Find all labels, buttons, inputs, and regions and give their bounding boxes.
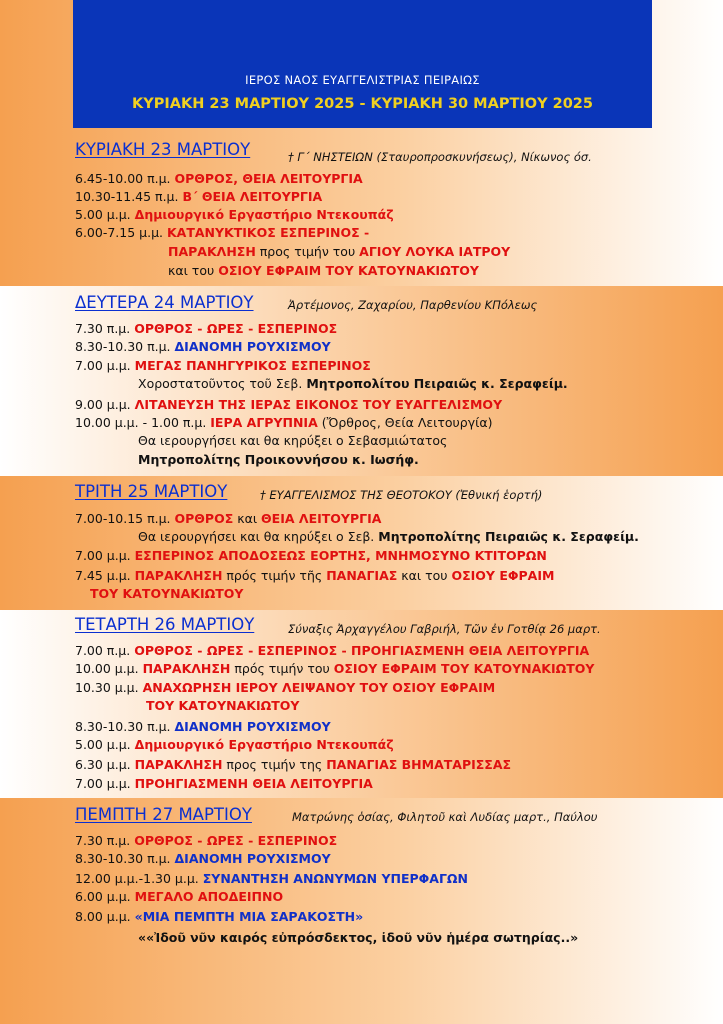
event-highlight: «ΜΙΑ ΠΕΜΠΤΗ ΜΙΑ ΣΑΡΑΚΟΣΤΗ»	[134, 909, 364, 924]
event-highlight: Δημιουργικό Εργαστήριο Ντεκουπάζ	[134, 737, 394, 752]
day-title: ΠΕΜΠΤΗ 27 ΜΑΡΤΙΟΥ	[75, 805, 252, 824]
event-line	[138, 929, 578, 947]
event-line	[75, 414, 492, 432]
event-text: 10.00 μ.μ.	[75, 661, 143, 676]
event-highlight: ΠΑΝΑΓΙΑΣ	[326, 568, 398, 583]
event-highlight: ΠΑΝΑΓΙΑΣ ΒΗΜΑΤΑΡΙΣΣΑΣ	[326, 757, 512, 772]
date-range: ΚΥΡΙΑΚΗ 23 ΜΑΡΤΙΟΥ 2025 - ΚΥΡΙΑΚΗ 30 ΜΑΡΤΙΟΥ 2025	[132, 96, 593, 112]
header-banner	[73, 0, 652, 128]
event-text: προς τιμήν του	[255, 244, 360, 259]
event-text: και του	[397, 568, 452, 583]
event-highlight: ΜΕΓΑΛΟ ΑΠΟΔΕΙΠΝΟ	[134, 889, 284, 904]
event-highlight: ΕΣΠΕΡΙΝΟΣ ΑΠΟΔΟΣΕΩΣ ΕΟΡΤΗΣ, ΜΝΗΜΟΣΥΝΟ ΚΤΙΤΟΡΩΝ	[134, 548, 547, 563]
event-highlight: ΔΙΑΝΟΜΗ ΡΟΥΧΙΣΜΟΥ	[174, 339, 331, 354]
event-highlight: Δημιουργικό Εργαστήριο Ντεκουπάζ	[134, 207, 394, 222]
event-highlight: ΟΣΙΟΥ ΕΦΡΑΙΜ	[451, 568, 555, 583]
event-text: 7.00-10.15 π.μ.	[75, 511, 175, 526]
event-highlight: ΟΣΙΟΥ ΕΦΡΑΙΜ ΤΟΥ ΚΑΤΟΥΝΑΚΙΩΤΟΥ	[333, 661, 595, 676]
event-line	[75, 396, 502, 414]
event-text: Χοροστατοῦντος τοῦ Σεβ.	[138, 376, 307, 391]
event-line	[75, 357, 371, 375]
event-text: και του	[168, 263, 219, 278]
event-text: Θα ιερουργήσει και θα κηρύξει ο Σεβασμιώτατος	[138, 433, 448, 448]
event-text: πρός τιμήν του	[230, 661, 334, 676]
event-text: 8.00 μ.μ.	[75, 909, 135, 924]
event-highlight: ΠΑΡΑΚΛΗΣΗ	[134, 568, 223, 583]
event-text: 7.30 π.μ.	[75, 833, 135, 848]
event-text: 7.00 μ.μ.	[75, 358, 135, 373]
event-line	[168, 243, 510, 261]
event-highlight: ΣΥΝΑΝΤΗΣΗ ΑΝΩΝΥΜΩΝ ΥΠΕΡΦΑΓΩΝ	[202, 871, 469, 886]
event-text: 8.30-10.30 π.μ.	[75, 339, 175, 354]
event-text: 9.00 μ.μ.	[75, 397, 135, 412]
event-line	[75, 850, 331, 868]
event-text: 10.30 μ.μ.	[75, 680, 143, 695]
event-highlight: ΚΑΤΑΝΥΚΤΙΚΟΣ ΕΣΠΕΡΙΝΟΣ -	[166, 225, 370, 240]
event-line	[75, 679, 495, 697]
event-text: (Ὄρθρος, Θεία Λειτουργία)	[317, 415, 493, 430]
event-highlight: ΟΡΘΡΟΣ - ΩΡΕΣ - ΕΣΠΕΡΙΝΟΣ	[134, 321, 338, 336]
event-highlight: ΠΑΡΑΚΛΗΣΗ	[142, 661, 231, 676]
event-line	[75, 320, 337, 338]
event-line	[75, 567, 554, 585]
event-line	[75, 870, 468, 888]
event-text: πρός τιμήν τῆς	[222, 568, 327, 583]
day-saint: † ΕΥΑΓΓΕΛΙΣΜΟΣ ΤΗΣ ΘΕΟΤΟΚΟΥ (Ἐθνική ἑορτή)	[260, 488, 543, 502]
event-text: 8.30-10.30 π.μ.	[75, 719, 175, 734]
event-highlight: ΤΟΥ ΚΑΤΟΥΝΑΚΙΩΤΟΥ	[146, 698, 300, 713]
day-saint: Σύναξις Ἀρχαγγέλου Γαβριήλ, Τῶν ἐν Γοτθίᾳ 26 μαρτ.	[288, 622, 601, 636]
event-line	[146, 697, 299, 715]
event-highlight: ΟΡΘΡΟΣ, ΘΕΙΑ ΛΕΙΤΟΥΡΓΙΑ	[174, 171, 363, 186]
event-highlight: Β΄ ΘΕΙΑ ΛΕΙΤΟΥΡΓΙΑ	[182, 189, 323, 204]
event-text: 7.30 π.μ.	[75, 321, 135, 336]
event-line	[75, 908, 363, 926]
event-highlight: Μητροπολίτης Πειραιῶς κ. Σεραφείμ.	[378, 529, 639, 544]
event-highlight: ΜΕΓΑΣ ΠΑΝΗΓΥΡΙΚΟΣ ΕΣΠΕΡΙΝΟΣ	[134, 358, 371, 373]
event-highlight: ΠΡΟΗΓΙΑΣΜΕΝΗ ΘΕΙΑ ΛΕΙΤΟΥΡΓΙΑ	[134, 776, 373, 791]
event-line	[90, 585, 243, 603]
church-name: ΙΕΡΟΣ ΝΑΟΣ ΕΥΑΓΓΕΛΙΣΤΡΙΑΣ ΠΕΙΡΑΙΩΣ	[245, 73, 480, 87]
event-highlight: ΠΑΡΑΚΛΗΣΗ	[168, 244, 256, 259]
day-title: ΤΕΤΑΡΤΗ 26 ΜΑΡΤΙΟΥ	[75, 615, 255, 634]
event-line	[75, 660, 594, 678]
event-text: 7.00 μ.μ.	[75, 548, 135, 563]
event-highlight: ΟΡΘΡΟΣ - ΩΡΕΣ - ΕΣΠΕΡΙΝΟΣ	[134, 833, 338, 848]
event-line	[75, 756, 511, 774]
event-line	[75, 736, 394, 754]
event-text: 5.00 μ.μ.	[75, 737, 135, 752]
event-highlight: ΑΓΙΟΥ ΛΟΥΚΑ ΙΑΤΡΟΥ	[359, 244, 511, 259]
event-line	[138, 528, 639, 546]
event-text: 6.30 μ.μ.	[75, 757, 135, 772]
event-line	[75, 775, 373, 793]
event-text: 10.30-11.45 π.μ.	[75, 189, 183, 204]
event-line	[75, 832, 337, 850]
event-text: και	[233, 511, 262, 526]
event-highlight: Μητροπολίτης Προικοννήσου κ. Ιωσήφ.	[138, 452, 419, 467]
event-text: 7.00 π.μ.	[75, 643, 135, 658]
event-highlight: ΔΙΑΝΟΜΗ ΡΟΥΧΙΣΜΟΥ	[174, 719, 331, 734]
event-text: 8.30-10.30 π.μ.	[75, 851, 175, 866]
event-text: Θα ιερουργήσει και θα κηρύξει ο Σεβ.	[138, 529, 379, 544]
event-line	[75, 338, 331, 356]
event-line	[138, 451, 419, 469]
event-text: 7.45 μ.μ.	[75, 568, 135, 583]
day-title: ΚΥΡΙΑΚΗ 23 ΜΑΡΤΙΟΥ	[75, 140, 251, 159]
event-line	[75, 224, 369, 242]
event-line	[75, 170, 363, 188]
event-highlight: ΑΝΑΧΩΡΗΣΗ ΙΕΡΟΥ ΛΕΙΨΑΝΟΥ ΤΟΥ ΟΣΙΟΥ ΕΦΡΑΙΜ	[142, 680, 496, 695]
event-highlight: ««Ἰδοῦ νῦν καιρός εὐπρόσδεκτος, ἰδοῦ νῦν ἡμέρα σωτηρίας..»	[138, 930, 579, 945]
event-line	[75, 510, 381, 528]
day-saint: Ἀρτέμονος, Ζαχαρίου, Παρθενίου ΚΠόλεως	[288, 298, 538, 312]
event-highlight: Μητροπολίτου Πειραιῶς κ. Σεραφείμ.	[306, 376, 568, 391]
event-highlight: ΟΡΘΡΟΣ - ΩΡΕΣ - ΕΣΠΕΡΙΝΟΣ - ΠΡΟΗΓΙΑΣΜΕΝΗ ΘΕΙΑ ΛΕΙΤΟΥΡΓΙΑ	[134, 643, 590, 658]
event-highlight: ΛΙΤΑΝΕΥΣΗ ΤΗΣ ΙΕΡΑΣ ΕΙΚΟΝΟΣ ΤΟΥ ΕΥΑΓΓΕΛΙΣΜΟΥ	[134, 397, 503, 412]
event-line	[75, 188, 322, 206]
event-line	[75, 206, 394, 224]
day-saint: Ματρώνης ὁσίας, Φιλητοῦ καὶ Λυδίας μαρτ., Παύλου	[292, 810, 598, 824]
event-line	[75, 718, 331, 736]
day-title: ΤΡΙΤΗ 25 ΜΑΡΤΙΟΥ	[75, 482, 228, 501]
event-line	[138, 375, 568, 393]
event-text: 6.00 μ.μ.	[75, 889, 135, 904]
day-title: ΔΕΥΤΕΡΑ 24 ΜΑΡΤΙΟΥ	[75, 293, 254, 312]
event-highlight: ΤΟΥ ΚΑΤΟΥΝΑΚΙΩΤΟΥ	[90, 586, 244, 601]
event-highlight: ΙΕΡΑ ΑΓΡΥΠΝΙΑ	[210, 415, 318, 430]
event-line	[168, 262, 479, 280]
event-highlight: ΠΑΡΑΚΛΗΣΗ	[134, 757, 223, 772]
event-highlight: ΔΙΑΝΟΜΗ ΡΟΥΧΙΣΜΟΥ	[174, 851, 331, 866]
event-text: προς τιμήν της	[222, 757, 327, 772]
day-saint: † Γ΄ ΝΗΣΤΕΙΩΝ (Σταυροπροσκυνήσεως), Νίκωνος όσ.	[288, 150, 592, 164]
event-line	[75, 547, 547, 565]
event-highlight: ΘΕΙΑ ΛΕΙΤΟΥΡΓΙΑ	[261, 511, 382, 526]
event-text: 12.00 μ.μ.-1.30 μ.μ.	[75, 871, 203, 886]
event-text: 10.00 μ.μ. - 1.00 π.μ.	[75, 415, 211, 430]
event-text: 6.45-10.00 π.μ.	[75, 171, 175, 186]
event-line	[75, 888, 283, 906]
event-highlight: ΟΣΙΟΥ ΕΦΡΑΙΜ ΤΟΥ ΚΑΤΟΥΝΑΚΙΩΤΟΥ	[218, 263, 479, 278]
event-line	[138, 432, 447, 450]
event-highlight: ΟΡΘΡΟΣ	[174, 511, 234, 526]
event-text: 6.00-7.15 μ.μ.	[75, 225, 167, 240]
event-line	[75, 642, 589, 660]
event-text: 7.00 μ.μ.	[75, 776, 135, 791]
event-text: 5.00 μ.μ.	[75, 207, 135, 222]
